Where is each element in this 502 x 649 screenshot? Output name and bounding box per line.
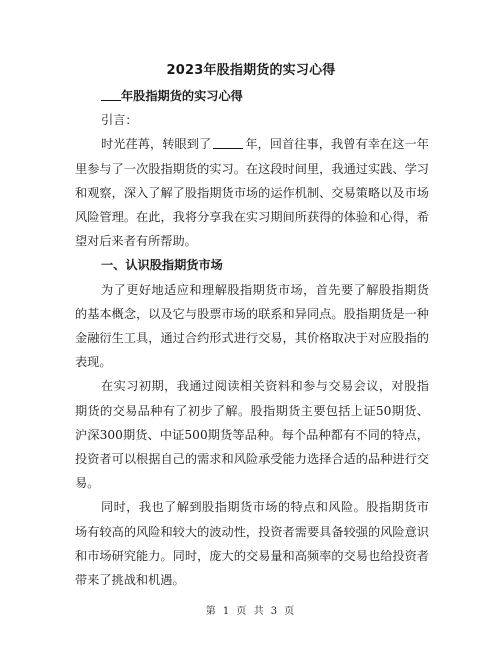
subtitle-text: 年股指期货的实习心得 bbox=[121, 89, 243, 103]
intro-label: 引言： bbox=[101, 113, 138, 128]
blank-underline bbox=[101, 89, 121, 101]
intro-paragraph bbox=[75, 132, 429, 253]
body-paragraph: 同时，我也了解到股指期货市场的特点和风险。股指期货市场有较高的风险和较大的波动性，投资者需要具备较强的风险意识和市场研究能力。同时，庞大的交易量和高频率的交易也给投资者带来了挑战和机遇。 bbox=[75, 500, 429, 588]
body-paragraph: 在实习初期，我通过阅读相关资料和参与交易会议，对股指期货的交易品种有了初步了解。股指期货主要包括上证50期货、沪深300期货、中证500期货等品种。每个品种都有不同的特点，投资者可以根据自己的需求和风险承受能力选择合适的品种进行交易。 bbox=[75, 379, 429, 491]
document-title: 2023年股指期货的实习心得 bbox=[166, 63, 336, 78]
section-heading: 一、认识股指期货市场 bbox=[101, 258, 223, 273]
blank-underline bbox=[213, 137, 243, 149]
body-paragraph: 为了更好地适应和理解股指期货市场，首先要了解股指期货的基本概念，以及它与股票市场的联系和异同点。股指期货是一种金融衍生工具，通过合约形式进行交易，其价格取决于对应股指的表现。 bbox=[75, 282, 429, 370]
document-subtitle bbox=[75, 84, 429, 108]
intro-part2: 年，回首往事，我曾有幸在这一年里参与了一次股指期货的实习。在这段时间里，我通过实践、学习和观察，深入了解了股指期货市场的运作机制、交易策略以及市场风险管理。在此，我将分享我在实习期间所获得的体验和心得，希望对后来者有所帮助。 bbox=[75, 137, 429, 249]
page-indicator: 第 1 页 共 3 页 bbox=[205, 606, 297, 617]
intro-part1: 时光荏苒，转眼到了 bbox=[101, 137, 212, 152]
document-body bbox=[75, 84, 429, 592]
